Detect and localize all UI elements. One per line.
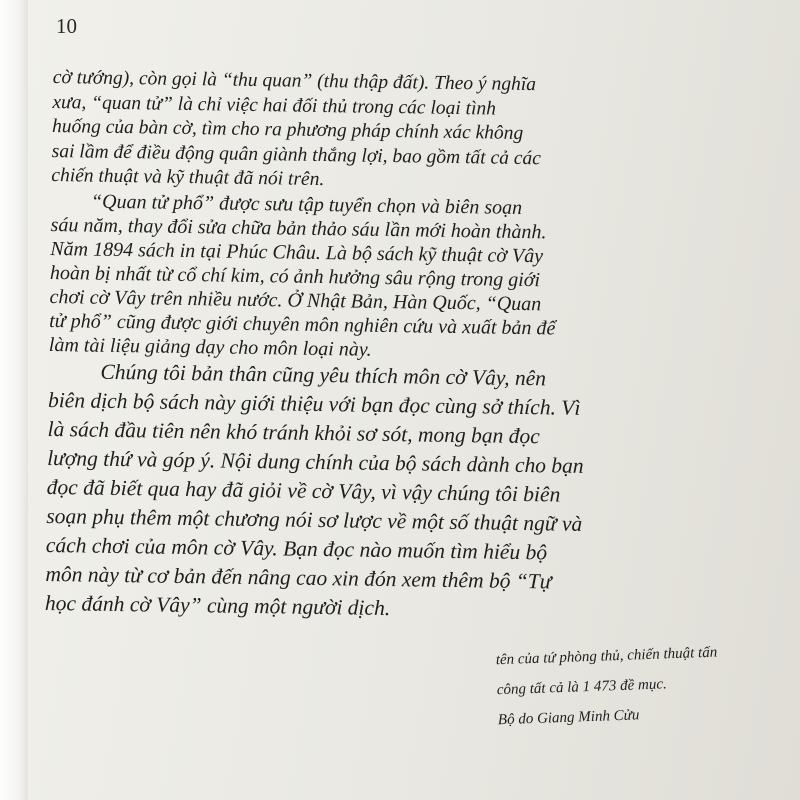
body-text bbox=[45, 66, 743, 628]
text-line: đọc đã biết qua hay đã giỏi về cờ Vây, vì vậy chúng tôi biên bbox=[46, 474, 561, 507]
bleed-line: công tất cả là 1 473 đề mục. bbox=[496, 676, 668, 699]
text-line: sai lầm để điều động quân giành thắng lợi, bao gồm tất cả các bbox=[51, 140, 542, 169]
text-line: làm tài liệu giảng dạy cho môn loại này. bbox=[48, 333, 372, 361]
text-line: môn này từ cơ bản đến nâng cao xin đón xem thêm bộ “Tự bbox=[45, 561, 552, 593]
page-number: 10 bbox=[56, 14, 77, 38]
text-line: sáu năm, thay đổi sửa chữa bản thảo sáu lần mới hoàn thành. bbox=[50, 213, 547, 243]
paragraph-2 bbox=[49, 188, 741, 366]
text-line: hoàn bị nhất từ cổ chí kim, có ảnh hưởng sâu rộng trong giới bbox=[49, 261, 541, 291]
text-line: cách chơi của môn cờ Vây. Bạn đọc nào muốn tìm hiểu bộ bbox=[45, 532, 548, 564]
text-line: soạn phụ thêm một chương nói sơ lược về một số thuật ngữ và bbox=[46, 503, 583, 536]
text-line: học đánh cờ Vây” cùng một người dịch. bbox=[44, 590, 391, 620]
bleed-line: tên của tứ phòng thủ, chiến thuật tấn bbox=[495, 644, 718, 669]
text-line: Năm 1894 sách in tại Phúc Châu. Là bộ sách kỹ thuật cờ Vây bbox=[50, 237, 544, 267]
text-line: là sách đầu tiên nên khó tránh khỏi sơ sót, mong bạn đọc bbox=[47, 416, 540, 448]
text-line: tử phổ” cũng được giới chuyên môn nghiên cứu và xuất bản để bbox=[49, 309, 556, 339]
text-line: “Quan tử phổ” được sưu tập tuyển chọn và biên soạn bbox=[90, 190, 523, 219]
paragraph-1 bbox=[51, 66, 743, 199]
text-line: chơi cờ Vây trên nhiều nước. Ở Nhật Bản, Hàn Quốc, “Quan bbox=[49, 285, 542, 315]
bleed-line: Bộ do Giang Minh Cửu bbox=[497, 707, 640, 729]
text-line: chiến thuật và kỹ thuật đã nói trên. bbox=[51, 164, 325, 191]
text-line: Chúng tôi bản thân cũng yêu thích môn cờ Vây, nên bbox=[100, 359, 547, 390]
paragraph-3 bbox=[45, 356, 739, 627]
text-line: xưa, “quan tử” là chỉ việc hai đối thủ trong các loại tình bbox=[52, 91, 497, 120]
text-line: huống của bàn cờ, tìm cho ra phương pháp chính xác không bbox=[51, 115, 524, 144]
page-edge bbox=[0, 0, 28, 800]
text-line: biên dịch bộ sách này giới thiệu với bạn đọc cùng sở thích. Vì bbox=[47, 387, 581, 420]
text-line: lượng thứ và góp ý. Nội dung chính của bộ sách dành cho bạn bbox=[47, 445, 584, 478]
bleed-through-text bbox=[495, 635, 800, 800]
text-line: cờ tướng), còn gọi là “thu quan” (thu thập đất). Theo ý nghĩa bbox=[52, 66, 537, 96]
